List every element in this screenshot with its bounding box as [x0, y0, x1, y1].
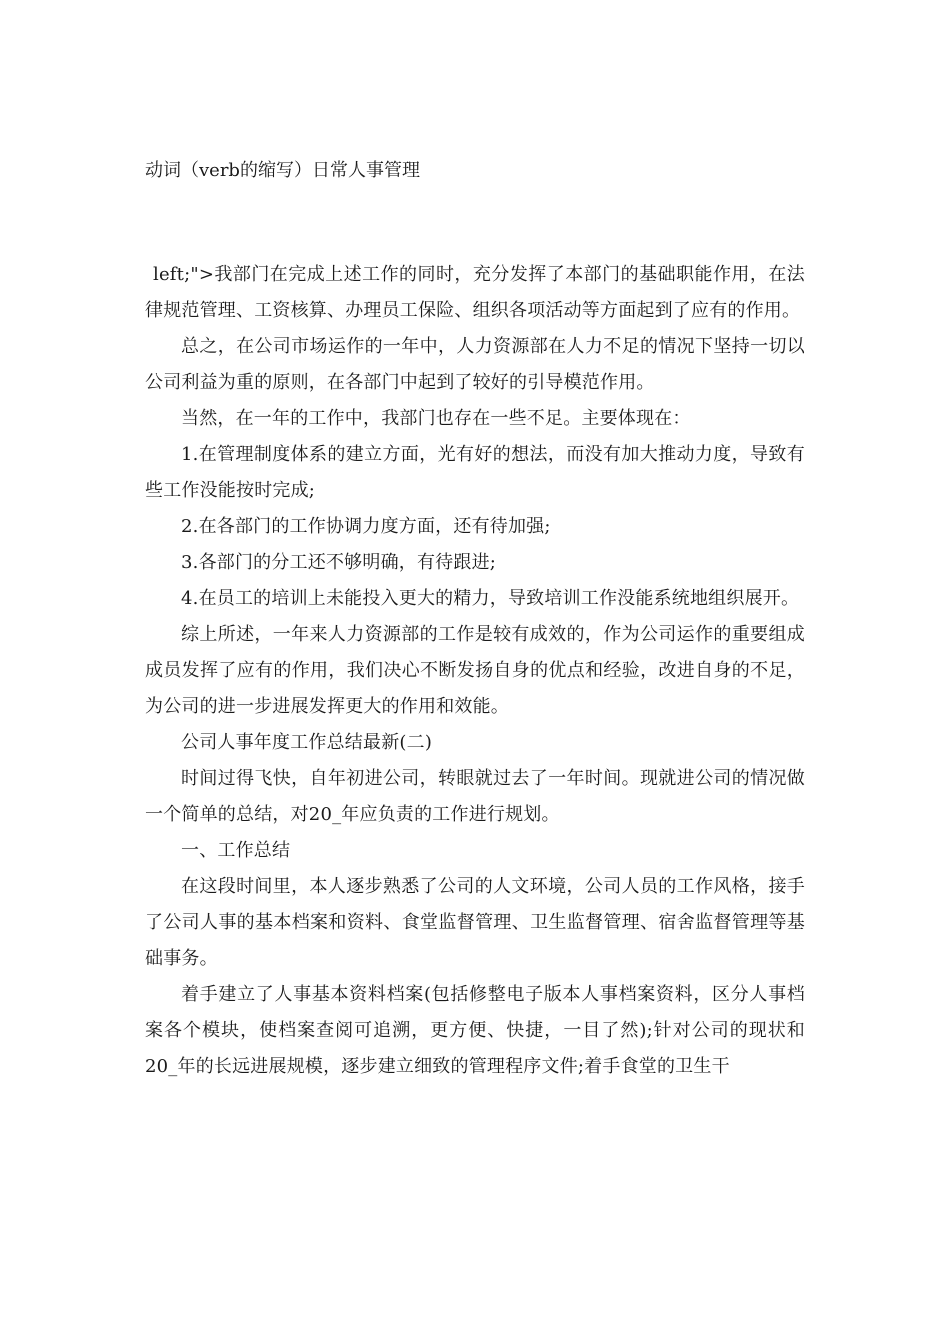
document-body	[145, 257, 805, 1085]
section-heading: 一、工作总结	[181, 840, 291, 861]
paragraph: 综上所述，一年来人力资源部的工作是较有成效的，作为公司运作的重要组成成员发挥了应有的作用，我们决心不断发扬自身的优点和经验，改进自身的不足，为公司的进一步进展发挥更大的作用和效能。	[145, 624, 805, 717]
paragraph: 总之，在公司市场运作的一年中，人力资源部在人力不足的情况下坚持一切以公司利益为重的原则，在各部门中起到了较好的引导模范作用。	[145, 336, 805, 393]
list-item: 4.在员工的培训上未能投入更大的精力，导致培训工作没能系统地组织展开。	[181, 588, 800, 609]
paragraph: 时间过得飞快，自年初进公司，转眼就过去了一年时间。现就进公司的情况做一个简单的总结，对20_年应负责的工作进行规划。	[145, 768, 805, 825]
paragraph: left;">我部门在完成上述工作的同时，充分发挥了本部门的基础职能作用，在法律规范管理、工资核算、办理员工保险、组织各项活动等方面起到了应有的作用。	[145, 264, 805, 321]
paragraph: 当然，在一年的工作中，我部门也存在一些不足。主要体现在：	[181, 408, 691, 429]
section-title: 公司人事年度工作总结最新(二)	[181, 732, 433, 753]
list-item: 1.在管理制度体系的建立方面，光有好的想法，而没有加大推动力度，导致有些工作没能按时完成;	[145, 444, 805, 501]
paragraph: 着手建立了人事基本资料档案(包括修整电子版本人事档案资料，区分人事档案各个模块，使档案查阅可追溯，更方便、快捷，一目了然);针对公司的现状和20_年的长远进展规模，逐步建立细致的管理程序文件;着手食堂的卫生干	[145, 984, 805, 1077]
page-header: 动词（verb的缩写）日常人事管理	[145, 160, 420, 181]
paragraph: 在这段时间里，本人逐步熟悉了公司的人文环境，公司人员的工作风格，接手了公司人事的基本档案和资料、食堂监督管理、卫生监督管理、宿舍监督管理等基础事务。	[145, 876, 805, 969]
list-item: 3.各部门的分工还不够明确，有待跟进;	[181, 552, 497, 573]
list-item: 2.在各部门的工作协调力度方面，还有待加强;	[181, 516, 551, 537]
